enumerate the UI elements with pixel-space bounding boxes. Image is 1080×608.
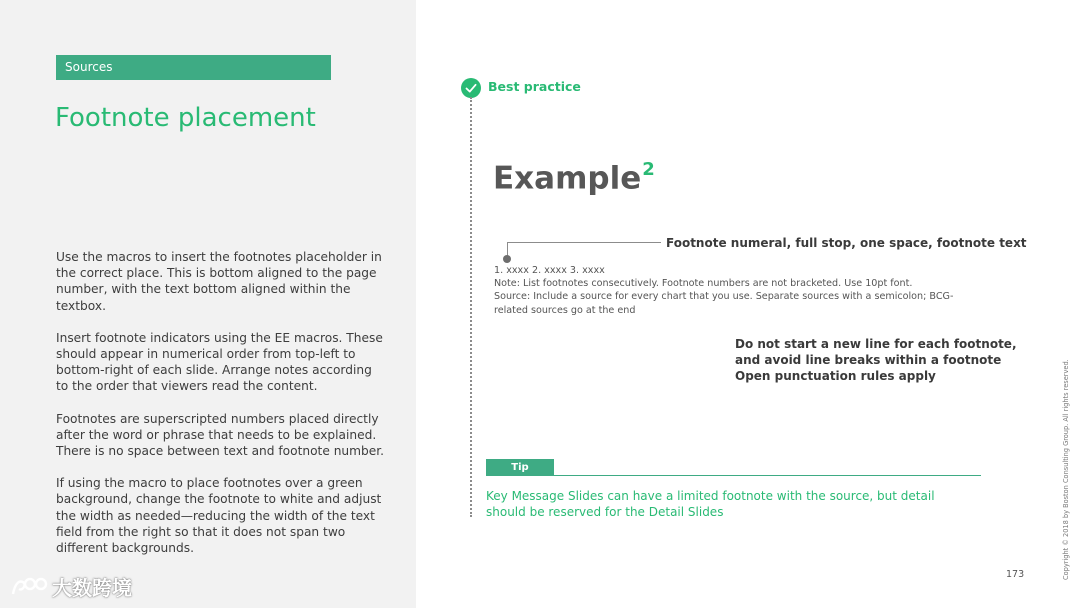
tip-text: Key Message Slides can have a limited footnote with the source, but detail should be reserved for the Detail Slides xyxy=(486,489,935,519)
watermark xyxy=(10,572,132,601)
callout-dot xyxy=(503,255,511,263)
formatting-rules xyxy=(735,336,1017,385)
guidance-text xyxy=(56,249,386,572)
best-practice-label: Best practice xyxy=(488,79,581,94)
watermark-text: 大数跨境 xyxy=(52,576,132,600)
check-circle-icon xyxy=(461,78,481,98)
tip-divider xyxy=(486,475,981,476)
example-heading xyxy=(493,151,655,199)
footnote-source: Source: Include a source for every chart that you use. Separate sources with a semicolon; BCG-related sources go at the end xyxy=(494,291,954,316)
callout-label: Footnote numeral, full stop, one space, footnote text xyxy=(666,236,1027,250)
footnote-numerals: 1. xxxx 2. xxxx 3. xxxx xyxy=(494,265,605,276)
page-number: 173 xyxy=(1006,569,1025,580)
guidance-paragraph: Insert footnote indicators using the EE macros. These should appear in numerical order from top-left to bottom-right of each slide. Arrange notes according to the order that viewers read the content. xyxy=(56,330,383,394)
rule-line: Do not start a new line for each footnote, xyxy=(735,337,1017,351)
guidance-paragraph: If using the macro to place footnotes over a green background, change the footnote to white and adjust the width as needed—reducing the width of the text field from the right so that it does not span two different backgrounds. xyxy=(56,476,382,556)
left-panel xyxy=(0,0,416,608)
section-tag: Sources xyxy=(56,55,331,80)
guidance-paragraph: Use the macros to insert the footnotes placeholder in the correct place. This is bottom aligned to the page number, with the text bottom aligned within the textbox. xyxy=(56,250,382,313)
footnote-superscript: 2 xyxy=(642,159,655,180)
watermark-logo-icon xyxy=(10,575,48,599)
example-word: Example xyxy=(493,160,642,197)
rule-line: and avoid line breaks within a footnote xyxy=(735,353,1002,368)
footnote-note: Note: List footnotes consecutively. Footnote numbers are not bracketed. Use 10pt font. xyxy=(494,278,913,290)
footnote-example xyxy=(494,264,984,317)
rule-line: Open punctuation rules apply xyxy=(735,369,936,384)
guidance-paragraph: Footnotes are superscripted numbers placed directly after the word or phrase that needs to be explained. There is no space between text and footnote number. xyxy=(56,411,385,459)
slide-title: Footnote placement xyxy=(55,103,316,133)
copyright-notice: Copyright © 2018 by Boston Consulting Group. All rights reserved. xyxy=(1062,359,1070,580)
callout-line xyxy=(507,242,661,259)
dotted-divider xyxy=(470,97,472,517)
tip-tag: Tip xyxy=(486,459,554,476)
